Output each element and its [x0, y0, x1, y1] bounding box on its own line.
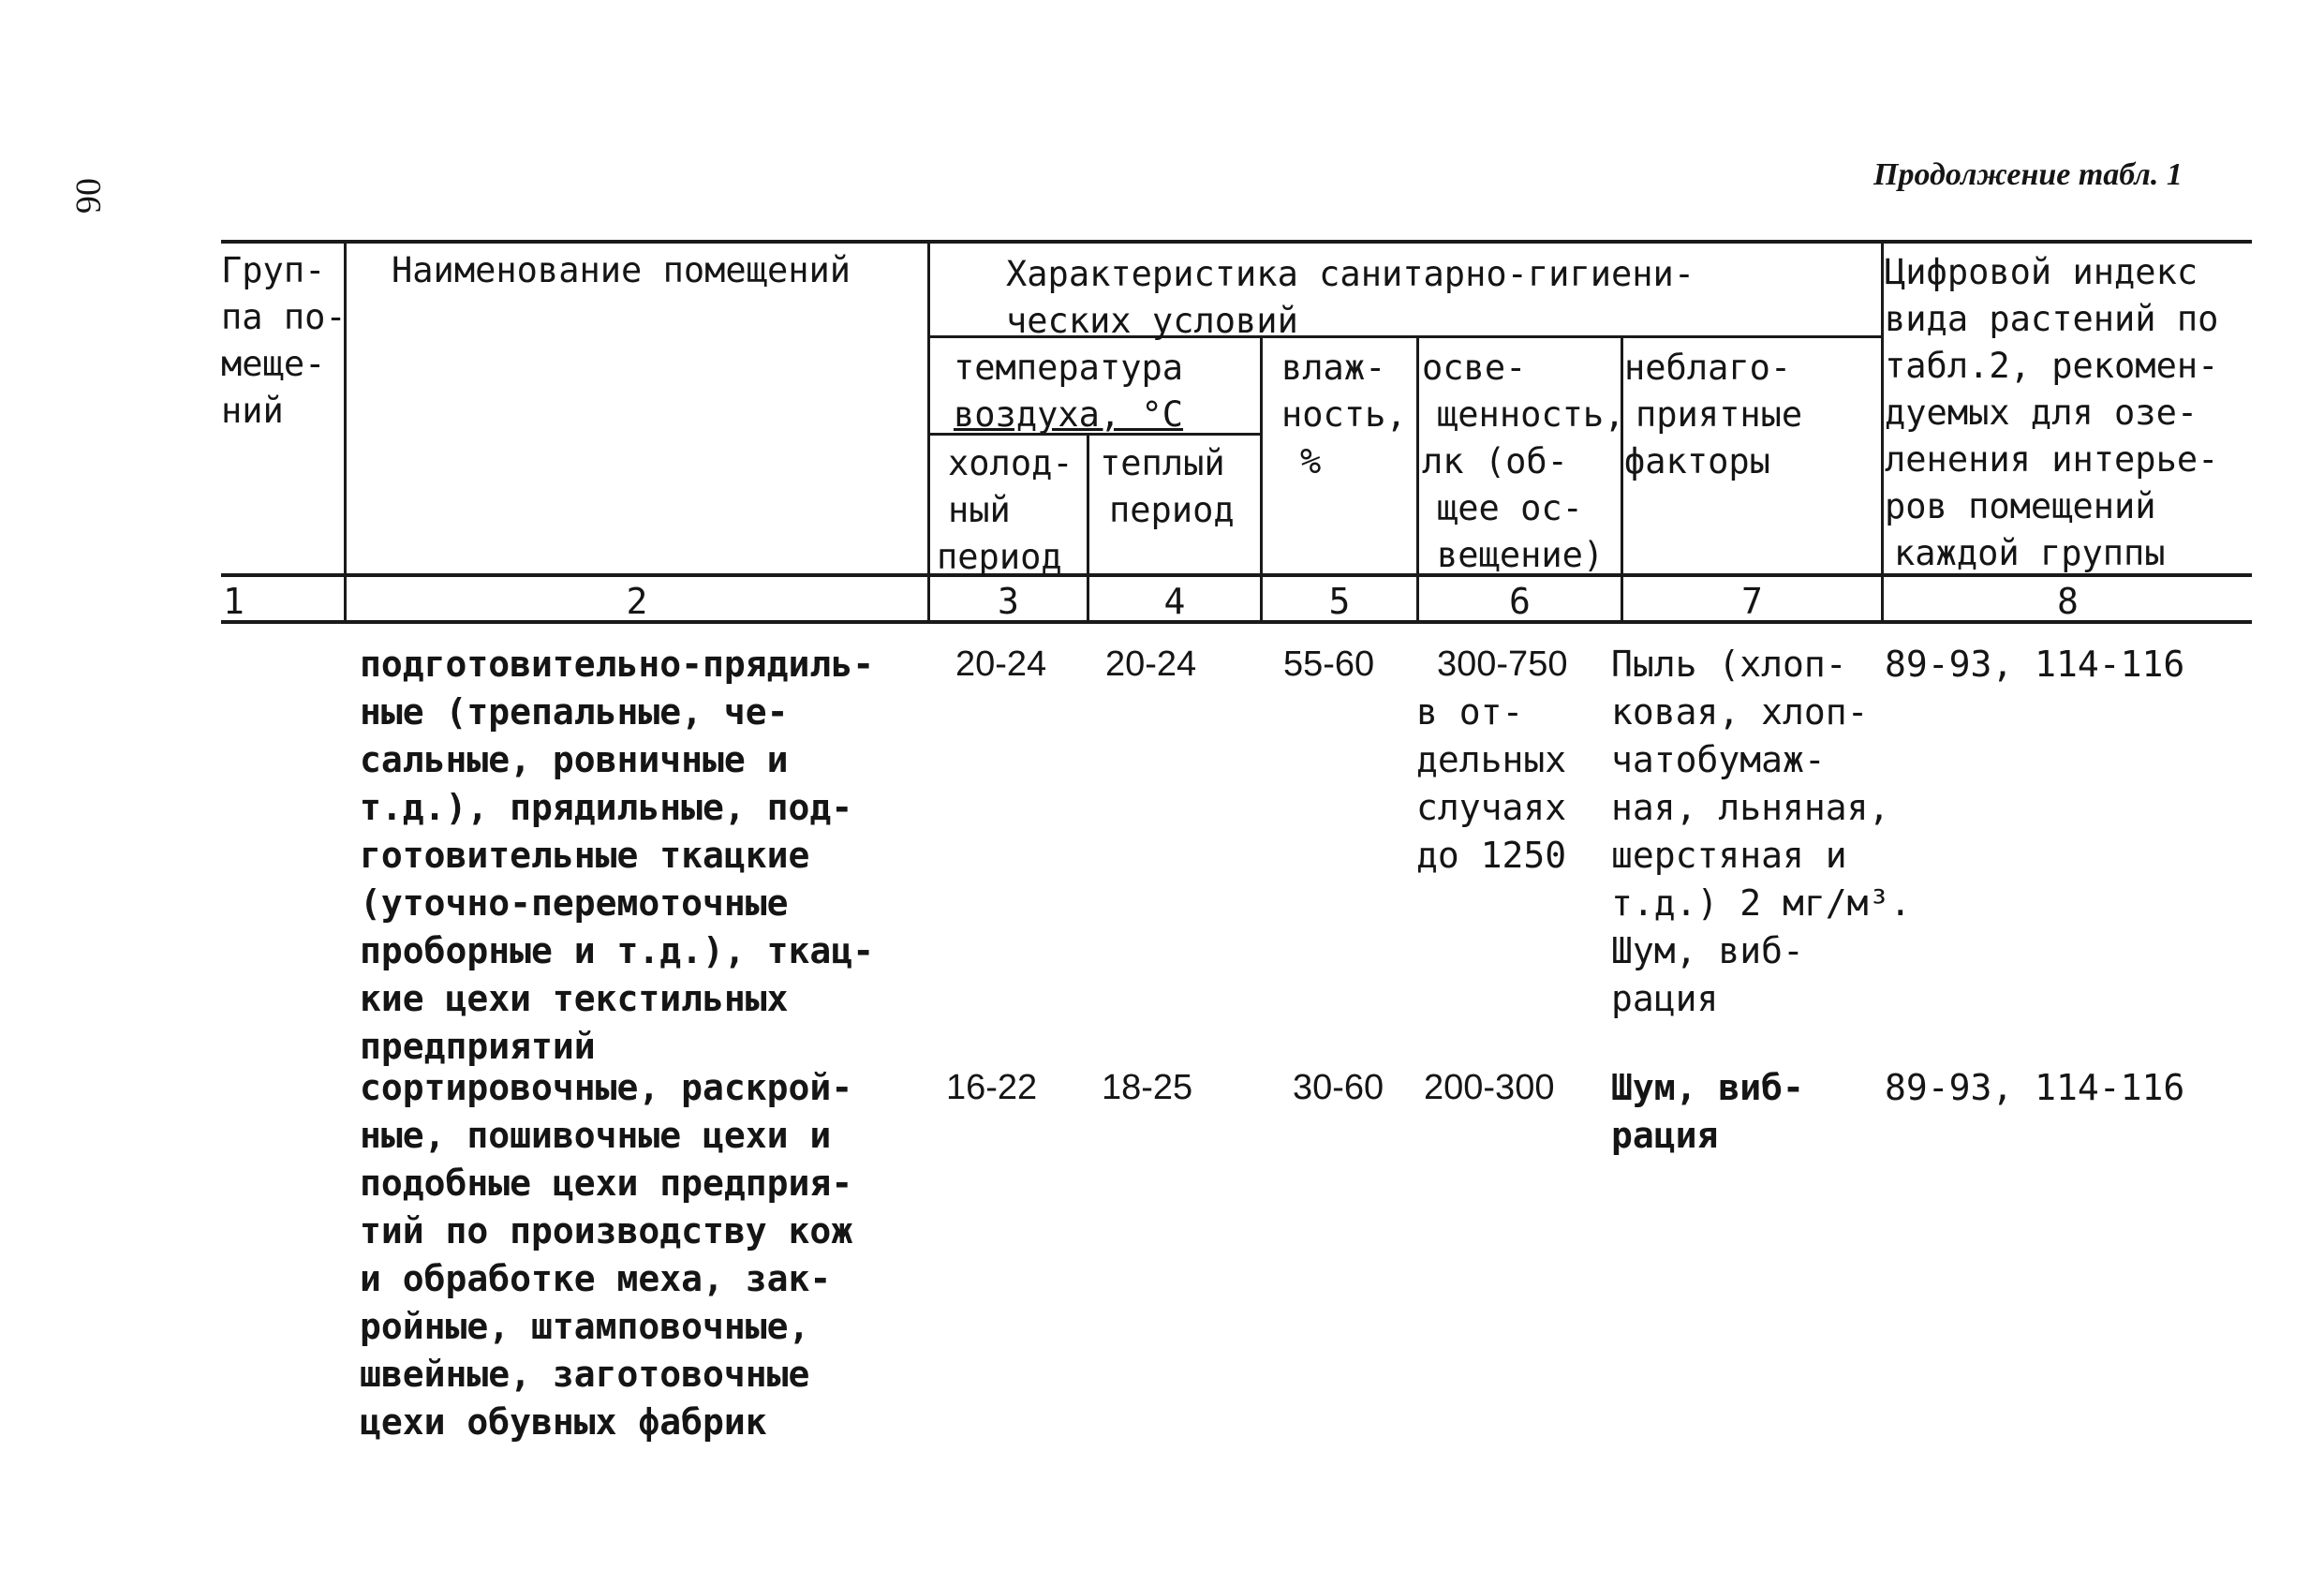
- row-cold-cell: 16-22: [946, 1068, 1038, 1107]
- column-number-4: 4: [1163, 581, 1186, 622]
- header-illuminance: осве- щенность, лк (об- щее ос- вещение): [1422, 348, 1625, 575]
- row-warm-cell: 20-24: [1105, 644, 1197, 684]
- header-humidity: влаж- ность, %: [1281, 348, 1407, 481]
- row-illuminance-cell: 300-750 в от- дельных случаях до 1250: [1416, 644, 1568, 876]
- row-humidity-cell: 55-60: [1283, 644, 1375, 684]
- row-illuminance-cell: 200-300: [1424, 1068, 1555, 1107]
- row-plant-index-cell: 89-93, 114-116: [1885, 1067, 2185, 1108]
- col-divider-4: [1260, 335, 1263, 622]
- row-humidity-cell: 30-60: [1293, 1068, 1384, 1107]
- row-adverse-cell: Шум, виб- рация: [1611, 1067, 1804, 1156]
- row-cold-cell: 20-24: [955, 644, 1047, 684]
- row-warm-cell: 18-25: [1102, 1068, 1193, 1107]
- header-group-cell: Груп- па по- меще- ний: [221, 250, 347, 431]
- column-number-8: 8: [2057, 581, 2079, 622]
- col-divider-5: [1416, 335, 1419, 622]
- column-number-3: 3: [998, 581, 1019, 622]
- page-number: 06: [68, 178, 108, 214]
- header-temperature: температура воздуха, °С: [954, 348, 1184, 435]
- row-plant-index-cell: 89-93, 114-116: [1885, 644, 2185, 685]
- column-number-7: 7: [1741, 581, 1763, 622]
- col-divider-7: [1881, 242, 1884, 622]
- header-conditions-title: Характеристика санитарно-гигиени- ческих условий: [1006, 254, 1695, 341]
- column-number-5: 5: [1328, 581, 1351, 622]
- header-name-cell: Наименование помещений: [392, 250, 851, 290]
- header-adverse-factors: неблаго- приятные факторы: [1624, 348, 1803, 481]
- row-name-cell: подготовительно-прядиль- ные (трепальные, че- сальные, ровничные и т.д.), прядильные, под- готовительные ткацкие (уточно-перемоточные проборные и т.д.), ткац- кие цехи текстильных предприятий: [360, 644, 875, 1067]
- header-plant-index: Цифровой индекс вида растений по табл.2, рекомен- дуемых для озе- ленения интерье- ров помещений каждой группы: [1885, 252, 2219, 573]
- header-cold-period: холод- ный период: [937, 443, 1073, 577]
- row-name-cell: сортировочные, раскрой- ные, пошивочные цехи и подобные цехи предприя- тий по производству кож и обработке меха, зак- ройные, штамповочные, швейные, заготовочные цехи обувных фабрик: [360, 1067, 853, 1443]
- table-continuation-label: Продолжение табл. 1: [1873, 157, 2183, 192]
- header-warm-period: теплый период: [1100, 443, 1235, 530]
- column-number-6: 6: [1509, 581, 1531, 622]
- column-number-2: 2: [626, 581, 648, 622]
- table-top-rule: [221, 240, 2252, 244]
- column-number-1: 1: [223, 581, 244, 622]
- row-adverse-cell: Пыль (хлоп- ковая, хлоп- чатобумаж- ная, льняная, шерстяная и т.д.) 2 мг/м³. Шум, виб- рация: [1611, 644, 1912, 1019]
- col-divider-2: [927, 242, 930, 622]
